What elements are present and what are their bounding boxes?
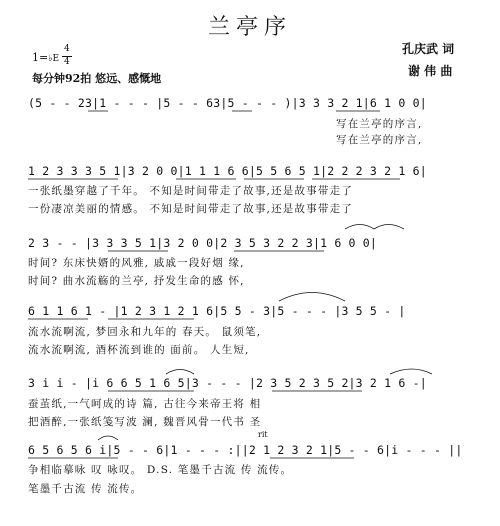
music-line-3: 2 3 - - |3 3 3 5 1|3 2 0 0|2 3 5 3 2 2 3|1 6 0 0| bbox=[28, 236, 378, 250]
slur-mark bbox=[279, 293, 345, 302]
lyric-line-4a: 流水流啊流, 梦回永和九年的 春天。 鼠须笔, bbox=[28, 326, 262, 338]
lyric-line-5a: 蚕茧纸,一气呵成的诗 篇, 古往今来帝王将 相 bbox=[28, 398, 262, 410]
music-line-2: 1 2 3 3 3 5 1|3 2 0 0|1 1 1 6 6|5 5 6 5 1|2 2 2 3 2 1 6| bbox=[28, 164, 427, 178]
lyric-line-2b: 一份凄凉美丽的情感。 不知是时间带走了故事,还是故事带走了 bbox=[28, 203, 353, 215]
lyric-line-6a: 争相临摹咏 叹 咏叹。 D.S. 笔墨千古流 传 流传。 bbox=[28, 464, 293, 476]
slur-mark bbox=[166, 370, 194, 375]
music-line-4: 6 1 1 6 1 - |1 2 3 1 2 1 6|5 5 - 3|5 - - - |3 5 5 - | bbox=[28, 304, 406, 318]
lyric-line-6b: 笔墨千古流 传 流传。 bbox=[28, 483, 143, 495]
ritardando-mark: rit bbox=[258, 430, 268, 439]
music-line-6: 6 5 6 5 6 i|5 - - 6|1 - - - :||2 1 2 3 2 1|5 - - 6|i - - - || bbox=[28, 443, 463, 457]
lyric-line-3a: 时间? 东床快婿的风雅, 戚戚一段好烟 缘, bbox=[28, 257, 245, 269]
key-signature bbox=[32, 51, 59, 64]
lyricist-credit: 孔庆武 词 bbox=[402, 42, 455, 56]
meter-top: 4 bbox=[64, 44, 70, 54]
slur-mark bbox=[374, 225, 404, 230]
slur-mark bbox=[98, 436, 118, 440]
lyric-line-4b: 流水流啊流, 酒杯流到谁的 面前。 人生短, bbox=[28, 344, 250, 356]
lyric-line-3b: 时间? 曲水流觞的兰亭, 抒发生命的感 怀, bbox=[28, 275, 245, 287]
key-note: ♭E bbox=[48, 54, 60, 64]
lyric-line-2a: 一张纸墨穿越了千年。 不知是时间带走了故事,还是故事带走了 bbox=[28, 185, 353, 197]
lyric-line-5b: 把酒醉,一张纸笺写波 澜, 魏晋风骨一代书 圣 bbox=[28, 416, 262, 428]
lyric-line-1b: 写在兰亭的序言, bbox=[336, 134, 423, 146]
key-prefix: 1= bbox=[32, 51, 49, 64]
music-line-5: 3 i i - |i 6 6 5 1 6 5|3 - - - |2 3 5 2 3 5 2|3 2 1 6 -| bbox=[28, 376, 427, 390]
slur-mark bbox=[390, 369, 432, 374]
lyric-line-1a: 写在兰亭的序言, bbox=[336, 118, 423, 130]
meter-bottom: 4 bbox=[64, 57, 70, 67]
slur-mark bbox=[345, 225, 374, 230]
tempo-marking: 每分钟92拍 悠远、感慨地 bbox=[32, 72, 162, 85]
music-line-1: (5 - - 23|1 - - - |5 - - 63|5 - - - )|3 3 3 2 1|6 1 0 0| bbox=[28, 96, 427, 110]
song-title: 兰亭序 bbox=[207, 15, 292, 40]
composer-credit: 谢 伟 曲 bbox=[408, 64, 453, 78]
